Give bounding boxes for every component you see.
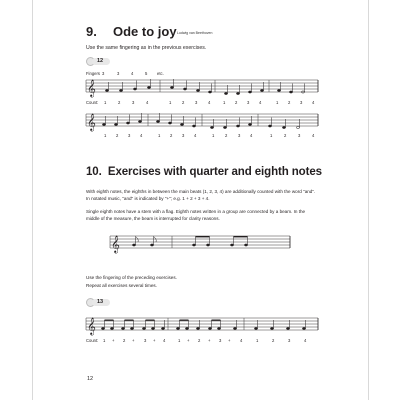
count-row-1 (0, 100, 400, 106)
count-beat: 1 (158, 133, 161, 138)
count-beat: 4 (194, 133, 197, 138)
page-number: 12 (87, 376, 94, 382)
count-beat: 2 (123, 338, 126, 343)
exercise-9-title: Ode to joy (113, 24, 177, 39)
count-row-exercise-10 (0, 338, 400, 344)
exercise-10-heading (86, 166, 322, 178)
count-beat: 1 (223, 100, 226, 105)
count-beat: 2 (198, 338, 201, 343)
count-beat: 2 (288, 100, 291, 105)
count-beat: 4 (259, 100, 262, 105)
count-beat: + (132, 338, 135, 343)
finger-1: 3 (102, 71, 105, 76)
count-beat: 3 (238, 133, 241, 138)
track-number-13: 13 (92, 299, 110, 306)
instruction-fingering: Use the fingering of the preceding exercises. (86, 275, 177, 280)
finger-2: 3 (117, 71, 120, 76)
count-row-2 (0, 133, 400, 139)
count-beat: 4 (208, 100, 211, 105)
count-beat: 3 (288, 338, 291, 343)
count-beat: 1 (104, 133, 107, 138)
count-beat: 2 (116, 133, 119, 138)
count-label-row-1: Count: (86, 100, 99, 105)
count-beat: 4 (312, 133, 315, 138)
count-beat: 4 (312, 100, 315, 105)
finger-3: 4 (131, 71, 134, 76)
count-beat: 4 (240, 338, 243, 343)
svg-text:𝄞: 𝄞 (87, 79, 96, 97)
count-beat: 2 (284, 133, 287, 138)
count-beat: + (228, 338, 231, 343)
count-beat: 4 (146, 100, 149, 105)
count-beat: 1 (212, 133, 215, 138)
count-beat: 2 (170, 133, 173, 138)
count-beat: 2 (225, 133, 228, 138)
count-beat: 2 (182, 100, 185, 105)
count-beat: + (187, 338, 190, 343)
exercise-10-title: Exercises with quarter and eighth notes (107, 166, 322, 178)
exercise-9-number: 9. (86, 24, 97, 39)
audio-track-13[interactable] (86, 298, 110, 306)
count-beat: + (112, 338, 115, 343)
track-number-12: 12 (92, 58, 110, 65)
count-beat: 4 (304, 338, 307, 343)
exercise-9-instruction: Use the same fingering as in the previous exercises. (86, 45, 207, 51)
exercise-10-number: 10. (86, 166, 102, 178)
paragraph-flags-and-beams: Single eighth notes have a stem with a flag. Eighth notes written in a group are connected by a beam. In the middle of the measure, the beam is interrupted for clarity reasons. (86, 209, 306, 221)
count-beat: 1 (178, 338, 181, 343)
count-beat: + (208, 338, 211, 343)
count-beat: 3 (247, 100, 250, 105)
count-beat: 3 (128, 133, 131, 138)
count-beat: 3 (132, 100, 135, 105)
count-beat: 2 (118, 100, 121, 105)
count-beat: 1 (270, 133, 273, 138)
count-beat: 1 (169, 100, 172, 105)
count-beat: 1 (104, 100, 107, 105)
svg-text:𝄞: 𝄞 (87, 317, 96, 335)
finger-etc: etc. (157, 71, 164, 76)
count-beat: 3 (195, 100, 198, 105)
count-beat: 1 (256, 338, 259, 343)
finger-4: 5 (145, 71, 148, 76)
count-beat: 3 (144, 338, 147, 343)
count-beat: 3 (298, 133, 301, 138)
count-beat: + (153, 338, 156, 343)
count-beat: 2 (235, 100, 238, 105)
staff-exercise-10 (86, 316, 318, 334)
count-beat: 3 (300, 100, 303, 105)
count-beat: 4 (163, 338, 166, 343)
instruction-repeat: Repeat all exercises several times. (86, 283, 157, 288)
staff-exercise-9-line-2 (86, 112, 318, 130)
staff-exercise-9-line-1 (86, 78, 318, 96)
paragraph-eighth-notes-counting: With eighth notes, the eighths in between the main beats (1, 2, 3, 4) are additionally counted with the word "and". In notated music, "and" is indicated by "+"; e.g. 1 + 2 + 3 + 4. (86, 189, 316, 201)
svg-text:𝄞: 𝄞 (111, 235, 120, 253)
count-beat: 1 (276, 100, 279, 105)
count-beat: 3 (219, 338, 222, 343)
count-beat: 2 (272, 338, 275, 343)
fingers-label: Fingers (86, 71, 100, 76)
audio-track-12[interactable] (86, 57, 110, 65)
count-label-exercise-10: Count: (86, 338, 99, 343)
count-beat: 1 (103, 338, 106, 343)
staff-flag-beam-example (110, 234, 290, 252)
composer-credit: Ludwig van Beethoven (177, 31, 213, 35)
count-beat: 3 (182, 133, 185, 138)
count-beat: 4 (250, 133, 253, 138)
count-beat: 4 (140, 133, 143, 138)
svg-text:𝄞: 𝄞 (87, 113, 96, 131)
